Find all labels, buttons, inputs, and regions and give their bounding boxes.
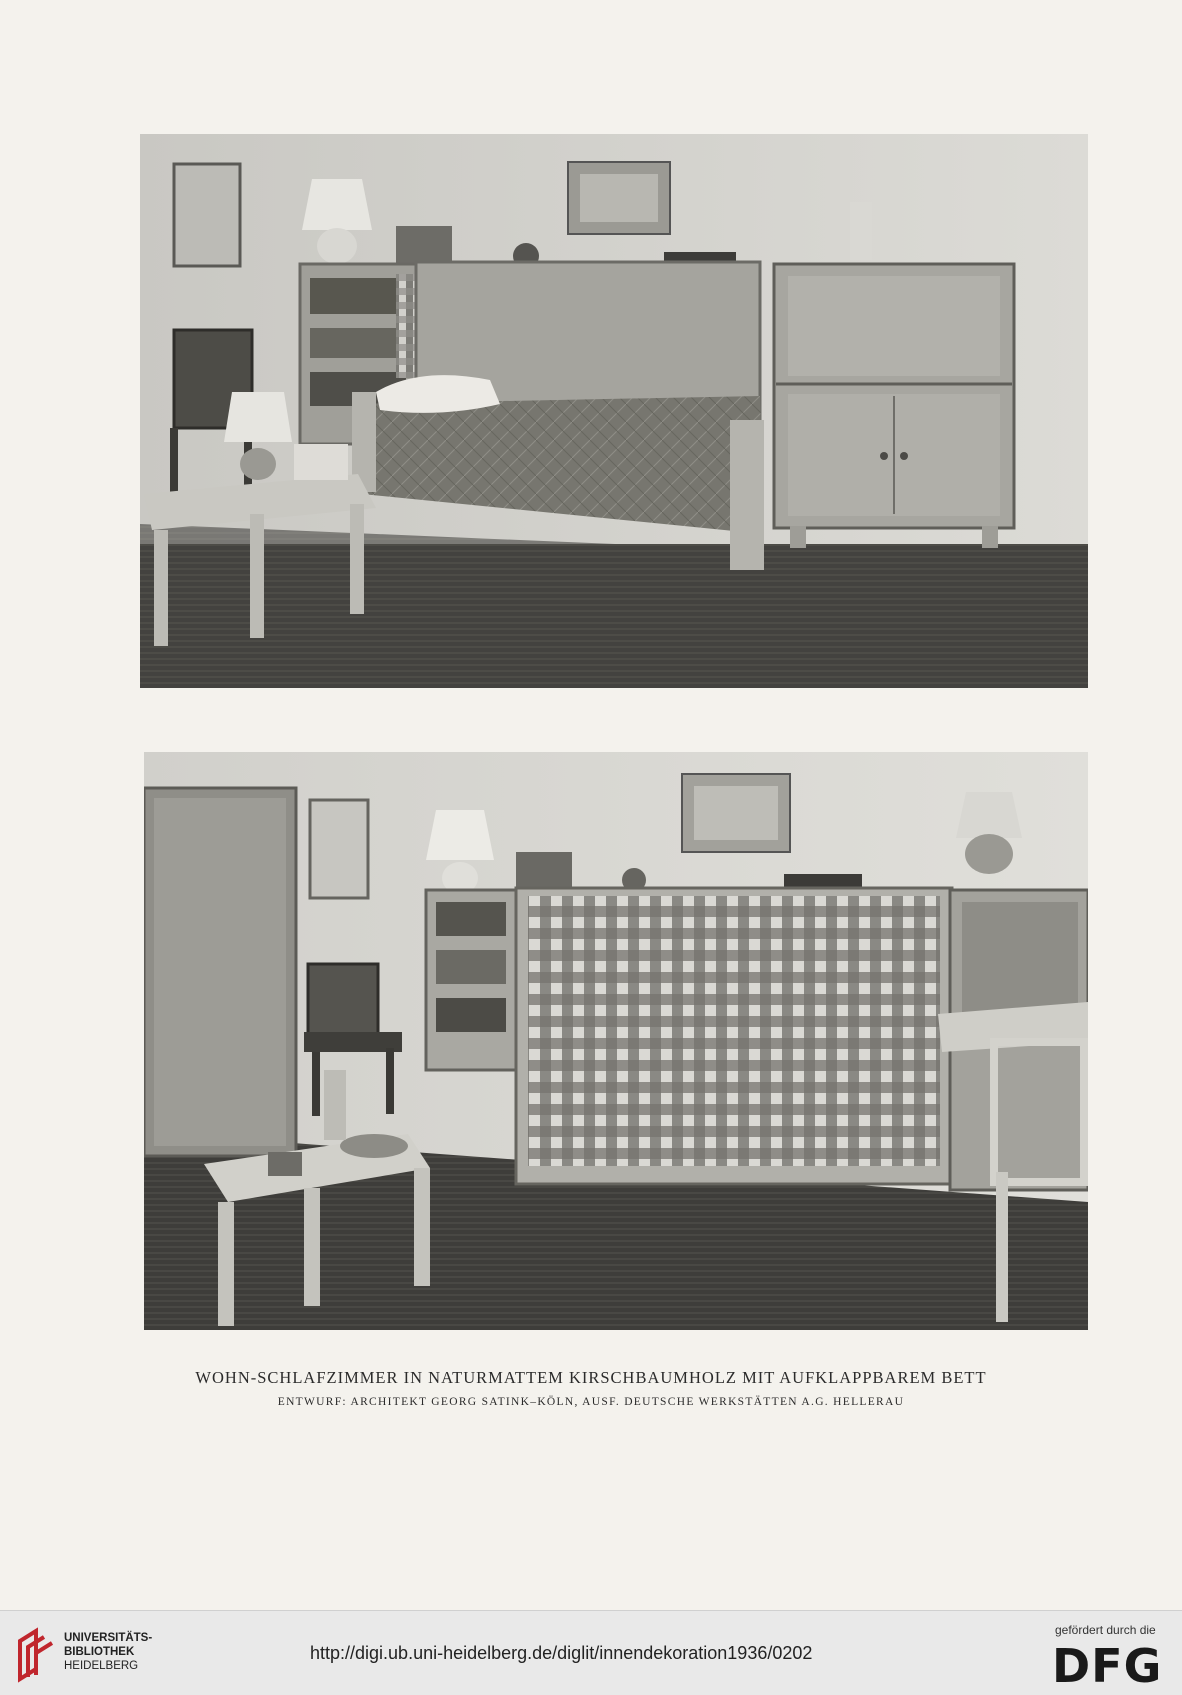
library-name-line2: BIBLIOTHEK <box>64 1646 135 1658</box>
library-name-line1: UNIVERSITÄTS- <box>64 1632 153 1644</box>
funding-note: gefördert durch die <box>1055 1623 1156 1637</box>
photo-room-bed-closed-image <box>144 752 1088 1330</box>
library-name[interactable] <box>64 1631 152 1673</box>
caption-title: WOHN-SCHLAFZIMMER IN NATURMATTEM KIRSCHBAUMHOLZ MIT AUFKLAPPBAREM BETT <box>195 1368 987 1387</box>
caption-credits: ENTWURF: ARCHITEKT GEORG SATINK–KÖLN, AUSF. DEUTSCHE WERKSTÄTTEN A.G. HELLERAU <box>277 1396 905 1408</box>
photo-room-bed-open-image <box>140 134 1088 688</box>
university-library-logo-icon[interactable] <box>14 1627 60 1683</box>
dfg-logo[interactable]: DFG <box>1052 1639 1163 1693</box>
photo-room-bed-open <box>140 134 1088 688</box>
photo-room-bed-closed <box>144 752 1088 1330</box>
footer-bar <box>0 1610 1182 1695</box>
permalink-url[interactable]: http://digi.ub.uni-heidelberg.de/diglit/innendekoration1936/0202 <box>310 1643 813 1663</box>
library-name-line3: HEIDELBERG <box>64 1660 139 1672</box>
